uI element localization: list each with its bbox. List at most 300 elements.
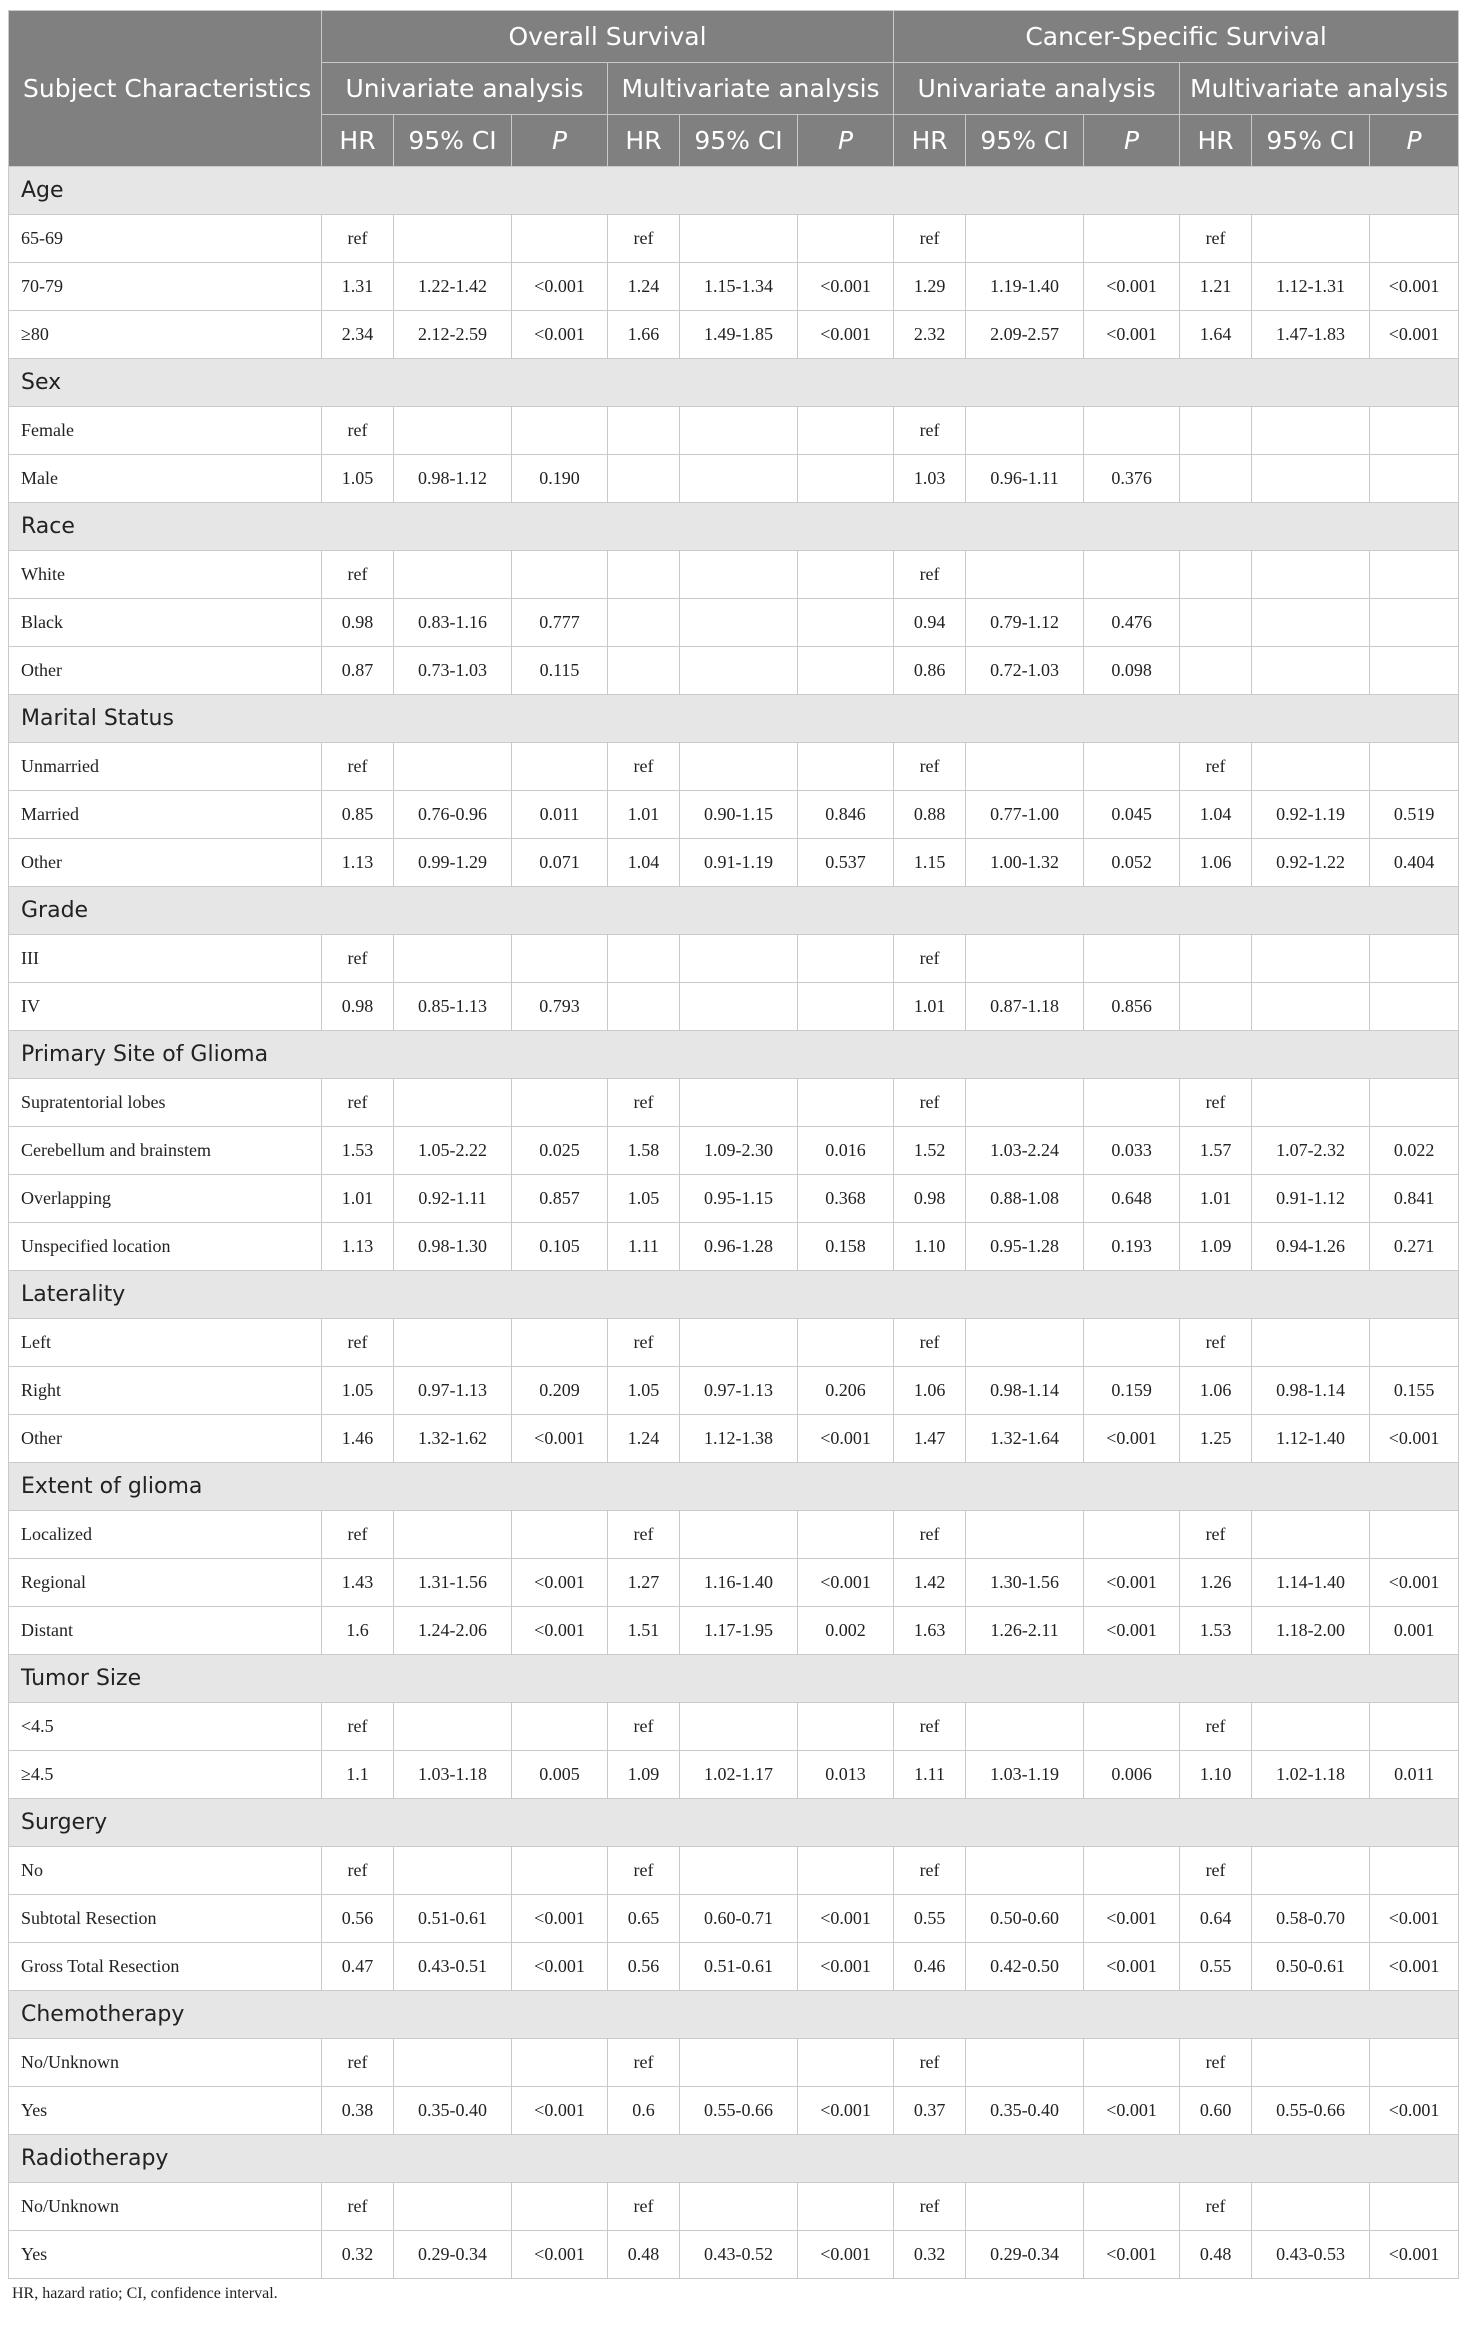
os-univariate-header: Univariate analysis [322,63,608,115]
table-cell: 1.05 [608,1175,680,1223]
table-cell: 1.01 [322,1175,394,1223]
table-cell: 0.777 [512,599,608,647]
table-cell [608,551,680,599]
table-cell: ref [1180,743,1252,791]
table-row [9,551,1459,599]
table-cell [512,1511,608,1559]
row-label: No/Unknown [9,2183,322,2231]
table-cell: 0.011 [1370,1751,1459,1799]
table-cell: 1.13 [322,1223,394,1271]
table-cell [798,1703,894,1751]
section-title: Tumor Size [9,1655,1459,1703]
table-cell: 0.98-1.30 [394,1223,512,1271]
section-row [9,1463,1459,1511]
table-cell: 0.98 [322,983,394,1031]
row-label: Localized [9,1511,322,1559]
table-cell: 1.66 [608,311,680,359]
table-cell: <0.001 [1084,1607,1180,1655]
table-cell [1084,1319,1180,1367]
table-row [9,263,1459,311]
table-cell [1252,1703,1370,1751]
table-cell: 1.12-1.40 [1252,1415,1370,1463]
table-cell [798,647,894,695]
table-cell: <0.001 [512,1559,608,1607]
table-cell [1180,983,1252,1031]
table-cell [1252,1319,1370,1367]
table-cell: <0.001 [512,311,608,359]
survival-analysis-table [8,10,1459,2279]
table-cell: 0.193 [1084,1223,1180,1271]
table-cell [798,743,894,791]
table-cell: 0.35-0.40 [966,2087,1084,2135]
table-cell [512,935,608,983]
table-row [9,1415,1459,1463]
table-cell [608,983,680,1031]
table-cell: 1.10 [894,1223,966,1271]
table-cell: 0.92-1.19 [1252,791,1370,839]
table-cell [1180,935,1252,983]
table-cell: 0.98-1.14 [966,1367,1084,1415]
row-label: Female [9,407,322,455]
table-cell [1252,2039,1370,2087]
table-cell: 1.58 [608,1127,680,1175]
table-row [9,1703,1459,1751]
section-row [9,695,1459,743]
table-cell: ref [322,935,394,983]
table-cell: 0.56 [608,1943,680,1991]
table-cell [680,935,798,983]
table-cell: 1.32-1.62 [394,1415,512,1463]
table-cell [1252,455,1370,503]
table-row [9,2087,1459,2135]
hr-header: HR [322,115,394,167]
table-cell: ref [608,743,680,791]
table-cell: <0.001 [512,2087,608,2135]
table-cell: 1.22-1.42 [394,263,512,311]
table-cell: 0.60-0.71 [680,1895,798,1943]
table-cell [680,1511,798,1559]
table-cell: 0.88-1.08 [966,1175,1084,1223]
table-cell: ref [322,1079,394,1127]
table-cell: 0.95-1.28 [966,1223,1084,1271]
table-cell: 0.91-1.19 [680,839,798,887]
table-cell [1180,599,1252,647]
table-row [9,791,1459,839]
table-cell: 0.91-1.12 [1252,1175,1370,1223]
table-cell: ref [894,1511,966,1559]
table-cell [1180,407,1252,455]
table-cell: 0.006 [1084,1751,1180,1799]
table-cell: <0.001 [1370,1895,1459,1943]
row-label: Yes [9,2231,322,2279]
table-header [9,11,1459,167]
row-label: III [9,935,322,983]
table-cell: ref [322,2039,394,2087]
table-cell: 1.42 [894,1559,966,1607]
table-cell [966,215,1084,263]
table-cell: 2.32 [894,311,966,359]
table-row [9,1847,1459,1895]
table-cell: 0.271 [1370,1223,1459,1271]
table-row [9,1751,1459,1799]
table-cell [1180,455,1252,503]
table-cell: 1.05-2.22 [394,1127,512,1175]
table-cell: 0.94 [894,599,966,647]
table-cell: 1.04 [1180,791,1252,839]
os-multivariate-header: Multivariate analysis [608,63,894,115]
table-cell: 0.32 [322,2231,394,2279]
row-label: Left [9,1319,322,1367]
table-cell: 1.32-1.64 [966,1415,1084,1463]
table-cell: 1.06 [894,1367,966,1415]
table-row [9,1511,1459,1559]
table-cell: ref [322,407,394,455]
table-cell [1252,1511,1370,1559]
table-cell: ref [894,1703,966,1751]
table-cell: 0.83-1.16 [394,599,512,647]
table-cell [966,1847,1084,1895]
table-cell [1370,2183,1459,2231]
table-cell [680,1319,798,1367]
table-cell: 1.03 [894,455,966,503]
table-cell [1084,407,1180,455]
table-cell: 1.03-1.18 [394,1751,512,1799]
table-cell: 0.537 [798,839,894,887]
table-cell [798,599,894,647]
table-cell [798,455,894,503]
table-cell [1370,551,1459,599]
table-cell: 0.98-1.12 [394,455,512,503]
table-cell: 1.26 [1180,1559,1252,1607]
table-cell: 1.43 [322,1559,394,1607]
table-cell: 0.115 [512,647,608,695]
table-cell [798,215,894,263]
table-row [9,647,1459,695]
row-label: White [9,551,322,599]
table-cell: 1.14-1.40 [1252,1559,1370,1607]
table-cell: 0.92-1.11 [394,1175,512,1223]
table-cell [512,407,608,455]
table-cell [798,551,894,599]
table-cell: <0.001 [1370,311,1459,359]
table-cell: ref [1180,1079,1252,1127]
table-cell: 0.92-1.22 [1252,839,1370,887]
table-row [9,1175,1459,1223]
table-cell: 0.97-1.13 [394,1367,512,1415]
table-row [9,1607,1459,1655]
table-cell: 0.29-0.34 [394,2231,512,2279]
table-cell: 1.00-1.32 [966,839,1084,887]
table-cell [1370,1079,1459,1127]
table-cell: <0.001 [1370,1415,1459,1463]
row-label: Right [9,1367,322,1415]
hr-header: HR [1180,115,1252,167]
table-cell: 0.071 [512,839,608,887]
table-row [9,839,1459,887]
table-cell [1084,1703,1180,1751]
table-cell [608,599,680,647]
table-row [9,599,1459,647]
table-cell [394,2183,512,2231]
table-row [9,455,1459,503]
table-cell: ref [894,935,966,983]
table-cell [512,551,608,599]
table-cell: 0.404 [1370,839,1459,887]
table-cell: 0.97-1.13 [680,1367,798,1415]
table-cell: 0.85-1.13 [394,983,512,1031]
table-cell: 0.38 [322,2087,394,2135]
section-title: Chemotherapy [9,1991,1459,2039]
ci-header: 95% CI [394,115,512,167]
table-cell: 0.98-1.14 [1252,1367,1370,1415]
table-cell: 1.11 [894,1751,966,1799]
table-cell: 1.15 [894,839,966,887]
table-cell [512,1319,608,1367]
table-cell: 2.34 [322,311,394,359]
table-cell: 1.1 [322,1751,394,1799]
table-cell [1370,407,1459,455]
table-cell [1180,647,1252,695]
table-cell [1252,743,1370,791]
table-cell: 2.12-2.59 [394,311,512,359]
table-cell: 0.856 [1084,983,1180,1031]
table-cell [966,2039,1084,2087]
row-label: Male [9,455,322,503]
table-cell: ref [322,1511,394,1559]
table-cell: 0.46 [894,1943,966,1991]
table-cell: 0.793 [512,983,608,1031]
ci-header: 95% CI [966,115,1084,167]
section-title: Grade [9,887,1459,935]
table-cell: 1.27 [608,1559,680,1607]
table-cell: 1.31 [322,263,394,311]
table-cell: 0.72-1.03 [966,647,1084,695]
table-cell [680,407,798,455]
table-footnote: HR, hazard ratio; CI, confidence interval. [12,2285,278,2302]
table-row [9,311,1459,359]
table-cell: 1.31-1.56 [394,1559,512,1607]
table-cell: 0.98 [322,599,394,647]
table-cell: 0.85 [322,791,394,839]
table-cell [1370,1703,1459,1751]
section-title: Race [9,503,1459,551]
table-cell: 1.51 [608,1607,680,1655]
table-cell: 0.368 [798,1175,894,1223]
table-cell: ref [894,551,966,599]
table-cell: 1.10 [1180,1751,1252,1799]
table-cell: 0.90-1.15 [680,791,798,839]
section-title: Radiotherapy [9,2135,1459,2183]
row-label: Gross Total Resection [9,1943,322,1991]
row-label: 65-69 [9,215,322,263]
table-cell: 1.13 [322,839,394,887]
table-cell: 1.21 [1180,263,1252,311]
table-cell [798,935,894,983]
table-cell: 1.24 [608,1415,680,1463]
table-cell: 0.29-0.34 [966,2231,1084,2279]
table-cell: ref [894,407,966,455]
table-row [9,983,1459,1031]
table-cell: 1.01 [608,791,680,839]
table-cell [512,2183,608,2231]
table-cell: 0.022 [1370,1127,1459,1175]
table-cell: 1.15-1.34 [680,263,798,311]
table-cell: 0.158 [798,1223,894,1271]
table-row [9,1079,1459,1127]
table-cell: 0.55-0.66 [680,2087,798,2135]
table-cell: 0.55 [1180,1943,1252,1991]
table-cell [680,647,798,695]
table-cell: 1.07-2.32 [1252,1127,1370,1175]
table-cell: 0.519 [1370,791,1459,839]
section-row [9,2135,1459,2183]
table-cell [1252,215,1370,263]
table-cell: 1.49-1.85 [680,311,798,359]
table-cell: ref [1180,215,1252,263]
table-cell: 1.04 [608,839,680,887]
table-cell [680,215,798,263]
table-cell: 1.09 [608,1751,680,1799]
table-cell: ref [894,1319,966,1367]
table-cell: <0.001 [798,1943,894,1991]
table-cell: ref [608,2039,680,2087]
row-label: Unspecified location [9,1223,322,1271]
table-cell [1084,1079,1180,1127]
table-cell: 1.47 [894,1415,966,1463]
table-cell: 1.12-1.38 [680,1415,798,1463]
table-cell [966,1511,1084,1559]
section-title: Primary Site of Glioma [9,1031,1459,1079]
table-row [9,215,1459,263]
table-cell: 0.476 [1084,599,1180,647]
table-cell: 0.32 [894,2231,966,2279]
table-cell: 0.87-1.18 [966,983,1084,1031]
table-cell [394,1079,512,1127]
row-label: Overlapping [9,1175,322,1223]
table-cell: 1.57 [1180,1127,1252,1175]
table-container [8,10,1458,2303]
table-cell: 0.77-1.00 [966,791,1084,839]
table-cell [1252,1847,1370,1895]
table-cell: <0.001 [512,2231,608,2279]
table-cell: ref [322,1703,394,1751]
table-cell [966,1319,1084,1367]
table-cell [1370,983,1459,1031]
table-cell [1084,2183,1180,2231]
table-cell: 0.011 [512,791,608,839]
table-cell: ref [894,215,966,263]
table-cell: <0.001 [1370,2087,1459,2135]
table-cell [512,1079,608,1127]
table-cell: 0.51-0.61 [394,1895,512,1943]
table-cell: 0.045 [1084,791,1180,839]
table-cell: <0.001 [798,2087,894,2135]
p-value-header: P [1370,115,1459,167]
table-cell: 0.48 [1180,2231,1252,2279]
table-cell [394,743,512,791]
row-label: Married [9,791,322,839]
hr-header: HR [608,115,680,167]
table-cell: ref [894,2039,966,2087]
table-cell: 0.55-0.66 [1252,2087,1370,2135]
table-body [9,167,1459,2279]
table-cell: ref [1180,2183,1252,2231]
table-cell [1084,2039,1180,2087]
row-label: 70-79 [9,263,322,311]
table-row [9,1367,1459,1415]
table-cell: <0.001 [1370,1559,1459,1607]
table-cell [680,1703,798,1751]
table-cell [512,1847,608,1895]
table-cell [394,2039,512,2087]
table-cell: 1.6 [322,1607,394,1655]
table-cell [966,551,1084,599]
row-label: Cerebellum and brainstem [9,1127,322,1175]
table-cell: 1.52 [894,1127,966,1175]
table-cell: 1.05 [322,455,394,503]
section-title: Sex [9,359,1459,407]
row-label: No [9,1847,322,1895]
table-cell [1084,551,1180,599]
table-cell [394,935,512,983]
table-cell: 0.648 [1084,1175,1180,1223]
section-title: Surgery [9,1799,1459,1847]
table-cell: <0.001 [1084,2231,1180,2279]
table-cell: 0.48 [608,2231,680,2279]
table-cell: <0.001 [1084,1559,1180,1607]
table-cell: 1.03-1.19 [966,1751,1084,1799]
table-cell: <0.001 [798,1415,894,1463]
table-cell [1084,1511,1180,1559]
table-cell: 0.65 [608,1895,680,1943]
table-cell: 0.6 [608,2087,680,2135]
table-cell [1370,2039,1459,2087]
table-cell: 0.58-0.70 [1252,1895,1370,1943]
table-row [9,407,1459,455]
table-cell: ref [608,1703,680,1751]
table-cell: ref [894,743,966,791]
table-cell: <0.001 [798,263,894,311]
table-cell [1084,1847,1180,1895]
table-cell: 1.47-1.83 [1252,311,1370,359]
table-cell: 1.46 [322,1415,394,1463]
table-cell: 1.12-1.31 [1252,263,1370,311]
row-label: Yes [9,2087,322,2135]
table-cell: 1.09-2.30 [680,1127,798,1175]
table-cell: ref [1180,2039,1252,2087]
table-cell: 1.16-1.40 [680,1559,798,1607]
table-cell: 0.376 [1084,455,1180,503]
section-row [9,1655,1459,1703]
table-cell [394,1703,512,1751]
row-label: Other [9,839,322,887]
table-cell [798,1511,894,1559]
table-cell: 0.206 [798,1367,894,1415]
table-cell: 1.06 [1180,839,1252,887]
table-cell [680,743,798,791]
table-cell [1252,935,1370,983]
ci-header: 95% CI [680,115,798,167]
table-cell: ref [608,2183,680,2231]
section-row [9,1271,1459,1319]
table-cell: 1.02-1.17 [680,1751,798,1799]
table-cell: 0.42-0.50 [966,1943,1084,1991]
table-cell: <0.001 [1084,2087,1180,2135]
table-cell [680,455,798,503]
table-cell [680,551,798,599]
p-value-header: P [1084,115,1180,167]
table-cell: ref [1180,1703,1252,1751]
